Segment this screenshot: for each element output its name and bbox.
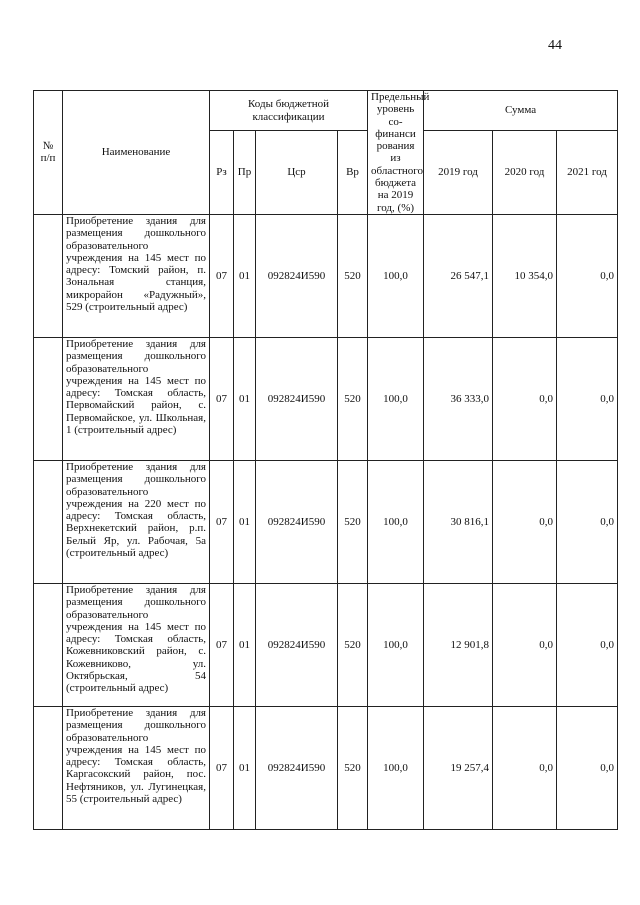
header-sum: Сумма [424, 91, 618, 131]
cell-pr: 01 [234, 337, 256, 460]
header-num: № п/п [34, 91, 63, 215]
header-2019: 2019 год [424, 131, 493, 215]
cell-2019: 26 547,1 [424, 214, 493, 337]
table-row [34, 460, 618, 583]
header-pr: Пр [234, 131, 256, 215]
cell-rz: 07 [210, 706, 234, 829]
cell-rz: 07 [210, 583, 234, 706]
cell-name: Приобретение здания для размещения дошкольного образовательного учреждения на 145 мест по адресу: Томская область, Каргасокский район, пос. Нефтяников, ул. Лугинецкая, 55 (строительный адрес) [63, 706, 210, 829]
table-row [34, 214, 618, 337]
header-limit: Предельный уровень со-финанси рования из областного бюджета на 2019 год, (%) [368, 91, 424, 215]
cell-2021: 0,0 [557, 214, 618, 337]
cell-limit: 100,0 [368, 460, 424, 583]
cell-csr: 092824И590 [256, 583, 338, 706]
table-row [34, 583, 618, 706]
header-codes: Коды бюджетной классификации [210, 91, 368, 131]
cell-name: Приобретение здания для размещения дошкольного образовательного учреждения на 145 мест по адресу: Томский район, п. Зональная станция, микрорайон «Радужный», 529 (строительный адрес) [63, 214, 210, 337]
cell-num [34, 583, 63, 706]
cell-2021: 0,0 [557, 337, 618, 460]
cell-2020: 0,0 [493, 337, 557, 460]
cell-limit: 100,0 [368, 337, 424, 460]
cell-num [34, 460, 63, 583]
cell-2020: 10 354,0 [493, 214, 557, 337]
cell-2019: 30 816,1 [424, 460, 493, 583]
cell-num [34, 706, 63, 829]
header-rz: Рз [210, 131, 234, 215]
cell-csr: 092824И590 [256, 214, 338, 337]
cell-vr: 520 [338, 337, 368, 460]
header-2021: 2021 год [557, 131, 618, 215]
cell-pr: 01 [234, 706, 256, 829]
cell-csr: 092824И590 [256, 706, 338, 829]
header-vr: Вр [338, 131, 368, 215]
page-number: 44 [548, 38, 562, 53]
cell-num [34, 337, 63, 460]
cell-rz: 07 [210, 214, 234, 337]
cell-2021: 0,0 [557, 460, 618, 583]
cell-2020: 0,0 [493, 706, 557, 829]
cell-pr: 01 [234, 583, 256, 706]
header-csr: Цср [256, 131, 338, 215]
cell-2020: 0,0 [493, 583, 557, 706]
table-row [34, 337, 618, 460]
cell-rz: 07 [210, 460, 234, 583]
cell-num [34, 214, 63, 337]
budget-table [33, 90, 618, 830]
cell-2021: 0,0 [557, 706, 618, 829]
cell-2020: 0,0 [493, 460, 557, 583]
cell-name: Приобретение здания для размещения дошкольного образовательного учреждения на 220 мест по адресу: Томская область, Верхнекетский район, р.п. Белый Яр, ул. Рабочая, 5а (строительный адрес) [63, 460, 210, 583]
cell-2019: 12 901,8 [424, 583, 493, 706]
header-name: Наименование [63, 91, 210, 215]
cell-csr: 092824И590 [256, 460, 338, 583]
cell-limit: 100,0 [368, 214, 424, 337]
cell-vr: 520 [338, 583, 368, 706]
cell-limit: 100,0 [368, 583, 424, 706]
cell-csr: 092824И590 [256, 337, 338, 460]
cell-name: Приобретение здания для размещения дошкольного образовательного учреждения на 145 мест по адресу: Томская область, Первомайский район, с. Первомайское, ул. Школьная, 1 (строительный адрес) [63, 337, 210, 460]
cell-2019: 19 257,4 [424, 706, 493, 829]
table-row [34, 706, 618, 829]
cell-2021: 0,0 [557, 583, 618, 706]
cell-name: Приобретение здания для размещения дошкольного образовательного учреждения на 145 мест по адресу: Томская область, Кожевниковский район, с. Кожевниково, ул. Октябрьская, 54 (строительный адрес) [63, 583, 210, 706]
cell-vr: 520 [338, 706, 368, 829]
cell-rz: 07 [210, 337, 234, 460]
cell-pr: 01 [234, 460, 256, 583]
cell-2019: 36 333,0 [424, 337, 493, 460]
cell-pr: 01 [234, 214, 256, 337]
cell-limit: 100,0 [368, 706, 424, 829]
header-2020: 2020 год [493, 131, 557, 215]
cell-vr: 520 [338, 460, 368, 583]
cell-vr: 520 [338, 214, 368, 337]
